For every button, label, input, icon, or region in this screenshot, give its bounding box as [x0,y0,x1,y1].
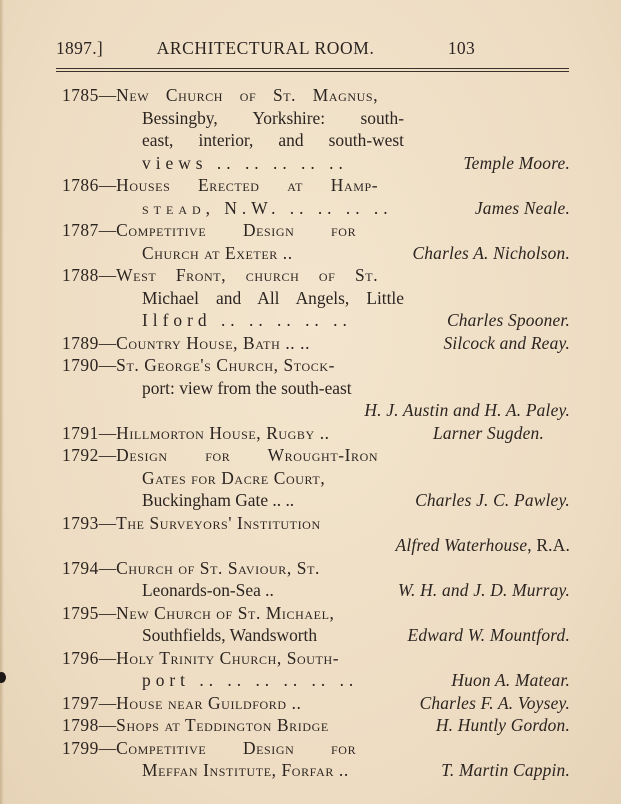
catalogue-entry: 1797—House near Guildford .. Charles F. A. Voysey. [62,692,570,713]
entry-author: Charles F. A. Voysey. [419,692,570,713]
entry-title: Shops at Teddington Bridge [116,715,329,735]
catalogue-entry: 1788—West Front, church of St. Michael and All Angels, Little Ilford .. .. .. .. .. Charles Spooner. [62,265,570,330]
entry-author: Edward W. Mountford. [407,625,570,645]
catalogue-entry: 1792—Design for Wrought-Iron Gates for Dacre Court, Buckingham Gate .. .. Charles J. C. Pawley. [62,445,570,510]
catalogue-entry: 1787—Competitive Design for Church at Exeter .. Charles A. Nicholson. [62,220,570,263]
entry-title: New Church of St. Magnus, [116,85,379,105]
entry-description: Leonards-on-Sea .. [142,580,274,600]
entry-number: 1789 [62,332,99,353]
catalogue-entry: 1789—Country House, Bath .. .. Silcock and Reay. [62,332,570,353]
entry-title: Design for Wrought-Iron [116,445,379,465]
entry-description: stead, N.W. .. .. .. .. [142,197,393,218]
entry-title: Country House, Bath .. .. [116,332,311,353]
entry-author: W. H. and J. D. Murray. [397,580,570,600]
entry-description: Gates for Dacre Court, [142,467,326,488]
catalogue-entry: 1791—Hillmorton House, Rugby .. Larner Sugden. [62,422,544,443]
entry-author: James Neale. [474,197,570,218]
entry-title: Church of St. Saviour, St. [116,557,320,578]
entry-title: St. George's Church, Stock- [116,355,335,375]
entry-description: Bessingby, Yorkshire: south- [142,107,404,128]
entry-author [396,534,570,557]
entry-author: Silcock and Reay. [443,332,570,353]
entry-author: Larner Sugden. [432,422,544,443]
entry-description: Ilford .. .. .. .. .. [142,310,352,330]
entry-number: 1787 [62,220,99,240]
entry-number: 1793 [62,512,99,533]
catalogue-entry: 1794—Church of St. Saviour, St. Leonards-on-Sea .. W. H. and J. D. Murray. [62,557,570,600]
entry-author: Charles Spooner. [446,310,570,330]
catalogue-entry: 1799—Competitive Design for Meffan Institute, Forfar .. T. Martin Cappin. [62,737,570,780]
binding-hole [0,672,6,683]
entry-title: Hillmorton House, Rugby .. [116,422,330,443]
entry-number: 1799 [62,737,99,758]
entry-number: 1792 [62,445,99,465]
page-edge [0,0,4,804]
entry-number: 1785 [62,85,99,105]
catalogue-entry: 1785—New Church of St. Magnus, Bessingby, Yorkshire: south- east, interior, and south-west views .. .. .. .. .. Temple Moore. [62,85,570,173]
header-title: ARCHITECTURAL ROOM. [156,38,375,58]
entry-number: 1796 [62,647,99,668]
entry-number: 1790 [62,355,99,375]
entry-author: Huon A. Matear. [451,670,570,690]
entry-title: New Church of St. Michael, [116,602,335,623]
catalogue-entry: 1798—Shops at Teddington Bridge H. Huntly Gordon. [62,715,570,735]
entry-number: 1791 [62,422,99,443]
entry-title: Competitive Design for [116,220,357,240]
entry-description: Meffan Institute, Forfar .. [142,760,349,780]
catalogue-entry: 1790—St. George's Church, Stock- port: view from the south-east H. J. Austin and H. A. Paley. [62,355,570,420]
entry-title: House near Guildford .. [116,692,302,713]
entry-number: 1797 [62,692,99,713]
entry-author: H. J. Austin and H. A. Paley. [364,400,570,420]
entry-description: port: view from the south-east [142,377,352,398]
entry-title: Holy Trinity Church, South- [116,647,340,668]
entry-title: Houses Erected at Hamp- [116,175,379,195]
entry-description: port .. .. .. .. .. .. [142,670,359,690]
entry-author: H. Huntly Gordon. [435,715,570,735]
header-rule [56,68,569,69]
running-header [56,38,475,62]
entry-author: Temple Moore. [463,152,570,173]
entry-number: 1786 [62,175,99,195]
entry-number: 1788 [62,265,99,285]
entry-author: Charles A. Nicholson. [412,242,570,263]
catalogue-entry: 1793—The Surveyors' Institution Alfred Waterhouse, R.A. [62,512,570,555]
entry-number: 1795 [62,602,99,623]
entry-description: Southfields, Wandsworth [142,625,318,645]
entry-title: West Front, church of St. [116,265,379,285]
entry-author: Charles J. C. Pawley. [415,490,570,510]
entry-title: Competitive Design for [116,737,357,758]
entry-description: east, interior, and south-west [142,130,404,150]
page-number: 103 [447,38,475,58]
header-year: 1897.] [56,38,104,58]
entry-number: 1798 [62,715,99,735]
catalogue-entry: 1796—Holy Trinity Church, South- port .. .. .. .. .. .. Huon A. Matear. [62,647,570,690]
entry-description: Church at Exeter .. [142,242,293,263]
header-rule [56,71,569,72]
catalogue-entry: 1786—Houses Erected at Hamp- stead, N.W. .. .. .. .. James Neale. [62,175,570,218]
entry-number: 1794 [62,557,99,578]
entry-description: views .. .. .. .. .. [142,152,348,173]
author-name: Alfred Waterhouse [395,535,528,555]
author-suffix: , R.A. [527,535,570,555]
catalogue-list [62,84,570,782]
entry-description: Buckingham Gate .. .. [142,490,295,510]
entry-author: T. Martin Cappin. [441,760,570,780]
entry-description: Michael and All Angels, Little [142,287,404,308]
entry-title: The Surveyors' Institution [116,512,321,533]
catalogue-entry: 1795—New Church of St. Michael, Southfields, Wandsworth Edward W. Mountford. [62,602,570,645]
